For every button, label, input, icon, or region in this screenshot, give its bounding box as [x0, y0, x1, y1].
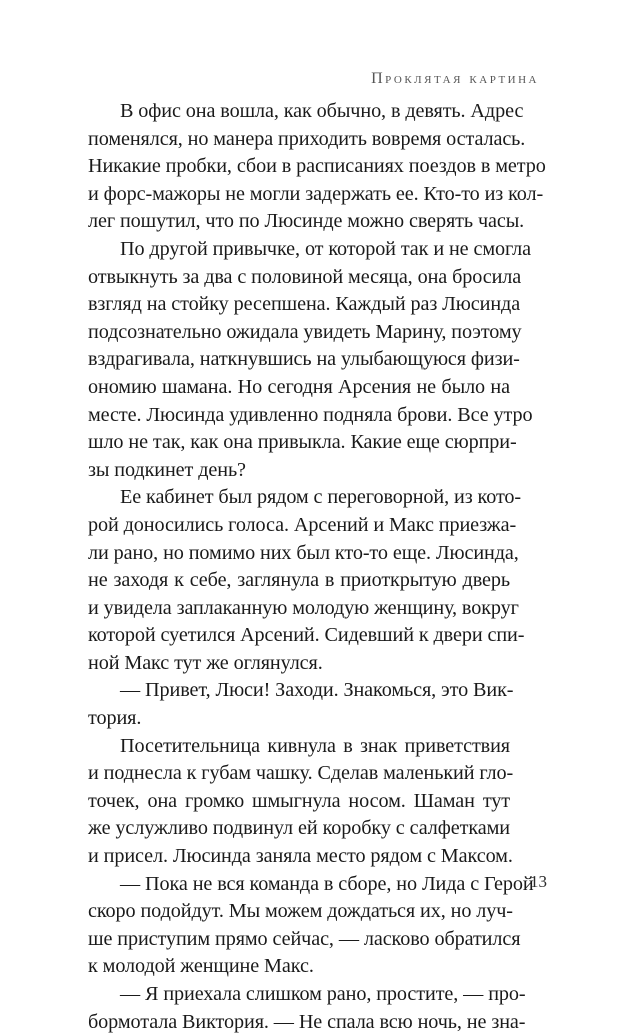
text-line: рой доносились голоса. Арсений и Макс приезжа-	[88, 513, 517, 536]
text-line: По другой привычке, от которой так и не смогла	[120, 237, 531, 260]
text-line: зы подкинет день?	[88, 458, 246, 481]
paragraph	[88, 484, 525, 677]
text-line: не заходя к себе, заглянула в приоткрытую дверь	[88, 569, 510, 592]
text-line: В офис она вошла, как обычно, в девять. Адрес	[120, 100, 524, 122]
text-line: вздрагивала, наткнувшись на улыбающуюся физи-	[88, 348, 520, 371]
text-line: подсознательно ожидала увидеть Марину, поэтому	[88, 320, 522, 343]
paragraph	[88, 871, 534, 981]
page-number: 13	[530, 872, 547, 891]
text-line: ше приступим прямо сейчас, — ласково обратился	[88, 927, 521, 950]
text-line: бормотала Виктория. — Не спала всю ночь, не зна-	[88, 1010, 526, 1033]
paragraph	[88, 981, 526, 1036]
text-line: месте. Люсинда удивленно подняла брови. Все утро	[88, 403, 533, 426]
paragraph	[88, 733, 514, 871]
text-line: — Привет, Люси! Заходи. Знакомься, это Вик-	[120, 679, 514, 702]
text-line: и форс-мажоры не могли задержать ее. Кто-то из кол-	[88, 182, 544, 205]
text-line: лег пошутил, что по Люсинде можно сверять часы.	[88, 210, 525, 233]
text-line: Посетительница кивнула в знак приветствия	[120, 734, 510, 757]
text-line: и присел. Люсинда заняла место рядом с Максом.	[88, 845, 513, 868]
paragraph	[88, 677, 514, 732]
text-line: — Пока не вся команда в сборе, но Лида с Герой	[120, 872, 534, 895]
paragraph	[88, 98, 546, 236]
text-line: шло не так, как она привыкла. Какие еще сюрпри-	[88, 431, 517, 454]
text-line: ной Макс тут же оглянулся.	[88, 651, 323, 674]
text-line: Ее кабинет был рядом с переговорной, из кото-	[120, 486, 522, 509]
text-line: Никакие пробки, сбои в расписаниях поездов в метро	[88, 155, 546, 178]
text-line: отвыкнуть за два с половиной месяца, она бросила	[88, 265, 522, 288]
text-line: тория.	[88, 707, 142, 730]
running-title: Проклятая картина	[371, 70, 539, 87]
text-line: и поднесла к губам чашку. Сделав маленький гло-	[88, 762, 514, 785]
text-line: поменялся, но манера приходить вовремя осталась.	[88, 127, 526, 150]
text-line: же услужливо подвинул ей коробку с салфетками	[88, 817, 510, 840]
text-line: ли рано, но помимо них был кто-то еще. Люсинда,	[88, 541, 519, 564]
text-line: — Я приехала слишком рано, простите, — про-	[120, 983, 526, 1005]
text-line: ономию шамана. Но сегодня Арсения не было на	[88, 375, 510, 398]
text-line: и увидела заплаканную молодую женщину, вокруг	[88, 596, 519, 619]
text-line: взгляд на стойку ресепшена. Каждый раз Люсинда	[88, 293, 521, 316]
running-header	[371, 70, 539, 88]
text-line: скоро подойдут. Мы можем дождаться их, но луч-	[88, 900, 513, 923]
text-line: к молодой женщине Макс.	[88, 955, 314, 978]
text-line: которой суетился Арсений. Сидевший к двери спи-	[88, 624, 525, 647]
paragraph	[88, 236, 533, 484]
text-line: точек, она громко шмыгнула носом. Шаман тут	[88, 789, 510, 812]
